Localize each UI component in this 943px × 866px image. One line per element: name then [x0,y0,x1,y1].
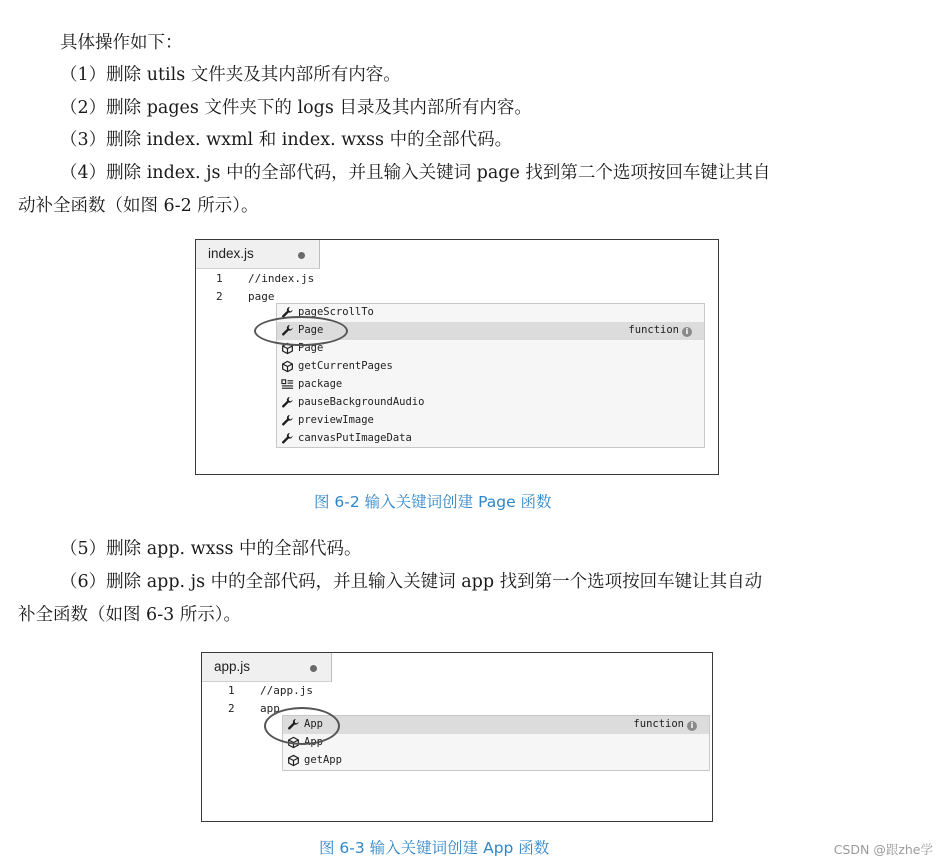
suggestion-item[interactable] [277,394,704,412]
unsaved-dot-icon [298,252,305,259]
line-number: 2 [228,702,235,715]
watermark: CSDN @跟zhe学 [833,842,933,857]
highlight-circle [254,316,348,346]
paragraph-step-3: （3）删除 index. wxml 和 index. wxss 中的全部代码。 [60,130,513,150]
suggestion-label: getCurrentPages [298,360,393,372]
suggestion-item-selected[interactable] [283,716,709,734]
suggestion-label: App [304,736,323,748]
tab-label: app.js [214,659,251,674]
paragraph-step-2: （2）删除 pages 文件夹下的 logs 目录及其内部所有内容。 [60,98,532,118]
suggestion-item[interactable] [277,430,704,448]
suggestion-label: package [298,378,343,390]
info-icon[interactable]: i [682,327,692,337]
snippet-icon [281,378,294,391]
editor-tab[interactable] [196,240,320,269]
paragraph-step-6-line1: （6）删除 app. js 中的全部代码，并且输入关键词 app 找到第一个选项按回车键让其自动 [60,572,763,592]
suggestion-detail [628,324,692,337]
figure-6-3-editor [201,652,713,822]
code-line: //index.js [248,272,315,285]
autocomplete-popup [282,715,710,771]
suggestion-item[interactable] [277,304,704,322]
suggestion-label: canvasPutImageData [298,432,412,444]
suggestion-item[interactable] [277,340,704,358]
paragraph-step-6-line2: 补全函数（如图 6-3 所示）。 [18,605,242,625]
tab-label: index.js [208,246,254,261]
info-icon[interactable]: i [687,721,697,731]
figure-6-2-editor [195,239,719,475]
figure-6-2-caption: 图 6-2 输入关键词创建 Page 函数 [314,493,552,511]
code-line: //app.js [260,684,313,697]
code-line: app [260,702,280,715]
wrench-icon [281,396,294,409]
unsaved-dot-icon [310,665,317,672]
code-line: page [248,290,275,303]
paragraph-intro: 具体操作如下： [60,33,183,53]
suggestion-label: getApp [304,754,342,766]
line-number: 1 [228,684,235,697]
figure-6-3-caption: 图 6-3 输入关键词创建 App 函数 [319,839,550,857]
suggestion-item[interactable] [283,752,709,770]
suggestion-detail [633,718,697,731]
cube-icon [281,360,294,373]
detail-text: function [633,718,684,730]
suggestion-label: Page [298,342,324,354]
paragraph-step-5: （5）删除 app. wxss 中的全部代码。 [60,539,362,559]
paragraph-step-4-line1: （4）删除 index. js 中的全部代码，并且输入关键词 page 找到第二个选项按回车键让其自 [60,163,771,183]
editor-tab[interactable] [202,653,332,682]
cube-icon [287,754,300,767]
line-number: 2 [216,290,223,303]
wrench-icon [281,432,294,445]
suggestion-item[interactable] [283,734,709,752]
paragraph-step-4-line2: 动补全函数（如图 6-2 所示）。 [18,196,259,216]
suggestion-item[interactable] [277,358,704,376]
suggestion-label: App [304,718,323,730]
paragraph-step-1: （1）删除 utils 文件夹及其内部所有内容。 [60,65,401,85]
wrench-icon [281,414,294,427]
suggestion-label: Page [298,324,324,336]
suggestion-label: pauseBackgroundAudio [298,396,425,408]
suggestion-item[interactable] [277,412,704,430]
suggestion-item[interactable] [277,376,704,394]
detail-text: function [628,324,679,336]
line-number: 1 [216,272,223,285]
suggestion-label: pageScrollTo [298,306,374,318]
highlight-circle [264,707,340,745]
suggestion-label: previewImage [298,414,374,426]
